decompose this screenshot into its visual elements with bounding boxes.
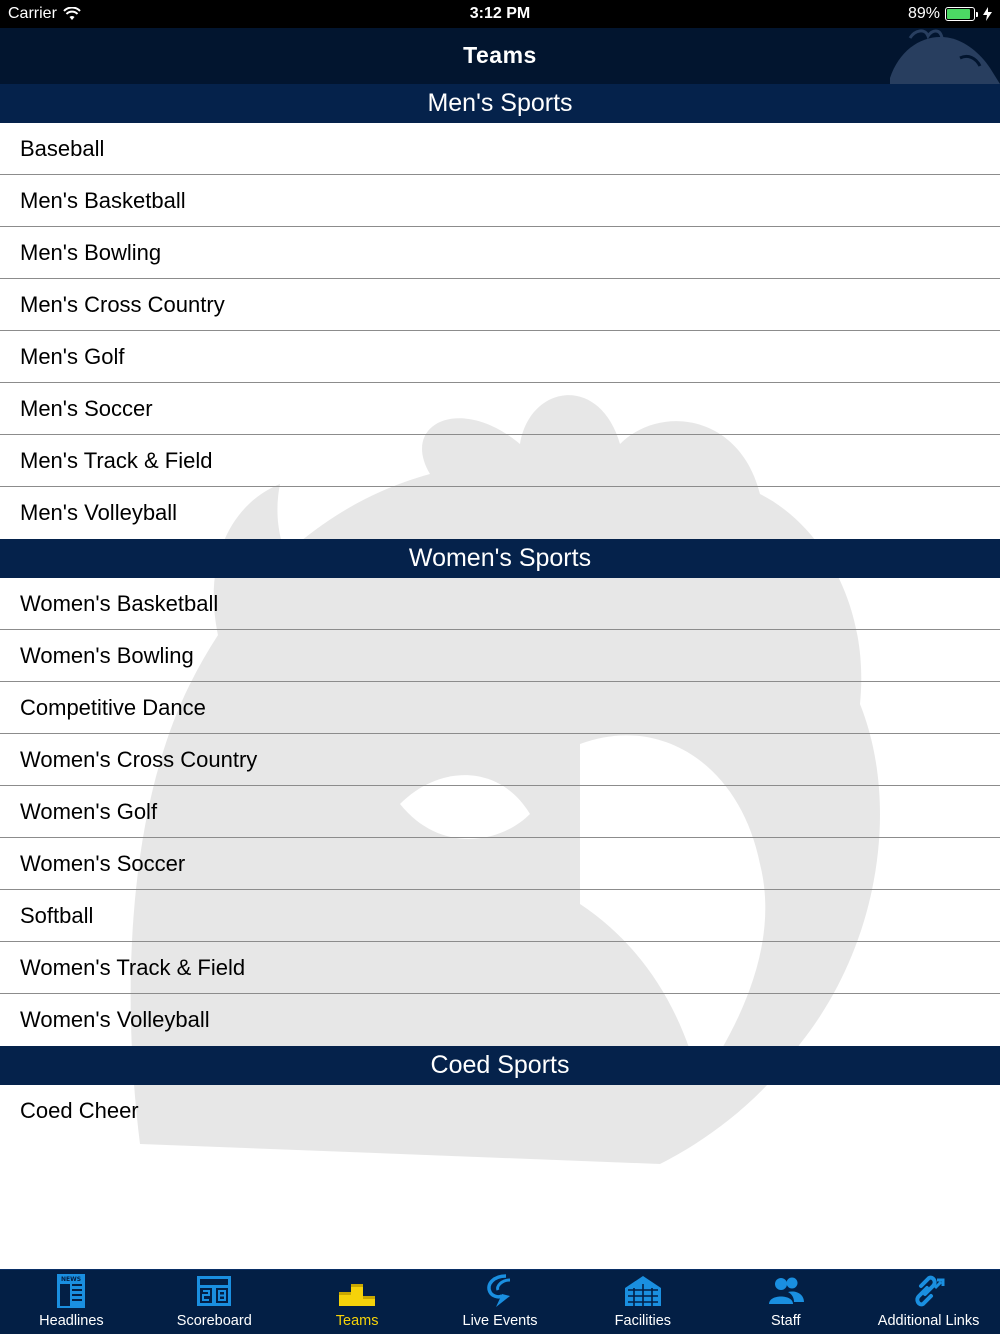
tab-additional-links[interactable] — [857, 1270, 1000, 1334]
team-row-softball[interactable]: Softball — [0, 890, 1000, 942]
team-row-womens-basketball[interactable]: Women's Basketball — [0, 578, 1000, 630]
battery-fill — [947, 9, 970, 19]
section-header-mens-sports: Men's Sports — [0, 84, 1000, 123]
tab-teams[interactable] — [286, 1270, 429, 1334]
charging-bolt-icon — [983, 7, 992, 21]
team-row-womens-cross-country[interactable]: Women's Cross Country — [0, 734, 1000, 786]
tab-facilities[interactable] — [571, 1270, 714, 1334]
section-header-womens-sports: Women's Sports — [0, 539, 1000, 578]
team-row-coed-cheer[interactable]: Coed Cheer — [20, 1098, 139, 1123]
tab-label-facilities: Facilities — [614, 1313, 672, 1329]
team-row-mens-basketball[interactable]: Men's Basketball — [0, 175, 1000, 227]
team-row-mens-cross-country[interactable]: Men's Cross Country — [0, 279, 1000, 331]
battery-percent: 89% — [907, 5, 940, 22]
page-title: Teams — [463, 42, 537, 68]
tab-label-live-events: Live Events — [462, 1313, 538, 1329]
mustang-logo-icon — [880, 28, 1000, 84]
status-time: 3:12 PM — [469, 5, 531, 22]
tab-label-scoreboard: Scoreboard — [176, 1313, 252, 1329]
tab-live-events[interactable] — [429, 1270, 572, 1334]
live-events-icon — [480, 1274, 520, 1308]
tab-staff[interactable] — [714, 1270, 857, 1334]
team-row-womens-soccer[interactable]: Women's Soccer — [0, 838, 1000, 890]
team-row-womens-bowling[interactable]: Women's Bowling — [0, 630, 1000, 682]
team-row-mens-volleyball[interactable]: Men's Volleyball — [20, 500, 178, 525]
team-row-mens-golf[interactable]: Men's Golf — [0, 331, 1000, 383]
staff-icon — [766, 1274, 806, 1308]
team-row-womens-volleyball[interactable]: Women's Volleyball — [20, 1007, 210, 1032]
team-row-baseball[interactable]: Baseball — [0, 123, 1000, 175]
status-bar — [0, 0, 1000, 28]
tab-bar — [0, 1269, 1000, 1334]
teams-list-view[interactable] — [0, 84, 1000, 1269]
team-row-mens-track-field[interactable]: Men's Track & Field — [0, 435, 1000, 487]
tab-scoreboard[interactable] — [143, 1270, 286, 1334]
navigation-bar — [0, 28, 1000, 84]
tab-label-staff: Staff — [770, 1313, 801, 1329]
team-row-mens-bowling[interactable]: Men's Bowling — [0, 227, 1000, 279]
team-row-womens-golf[interactable]: Women's Golf — [0, 786, 1000, 838]
battery-icon — [945, 7, 975, 21]
additional-links-icon — [909, 1274, 949, 1308]
facilities-icon — [623, 1274, 663, 1308]
tab-label-teams: Teams — [335, 1313, 379, 1329]
tab-label-headlines: Headlines — [39, 1313, 104, 1329]
team-row-womens-track-field[interactable]: Women's Track & Field — [0, 942, 1000, 994]
battery-status — [908, 5, 992, 23]
section-header-coed-sports: Coed Sports — [0, 1046, 1000, 1085]
team-row-competitive-dance[interactable]: Competitive Dance — [0, 682, 1000, 734]
tab-headlines[interactable] — [0, 1270, 143, 1334]
team-row-mens-soccer[interactable]: Men's Soccer — [0, 383, 1000, 435]
svg-text:NEWS: NEWS — [61, 1276, 82, 1283]
carrier-label: Carrier — [8, 5, 57, 22]
scoreboard-icon — [194, 1274, 234, 1308]
teams-podium-icon — [337, 1274, 377, 1308]
tab-label-additional-links: Additional Links — [877, 1313, 980, 1329]
teams-list — [0, 84, 1000, 1137]
news-icon — [51, 1274, 91, 1308]
